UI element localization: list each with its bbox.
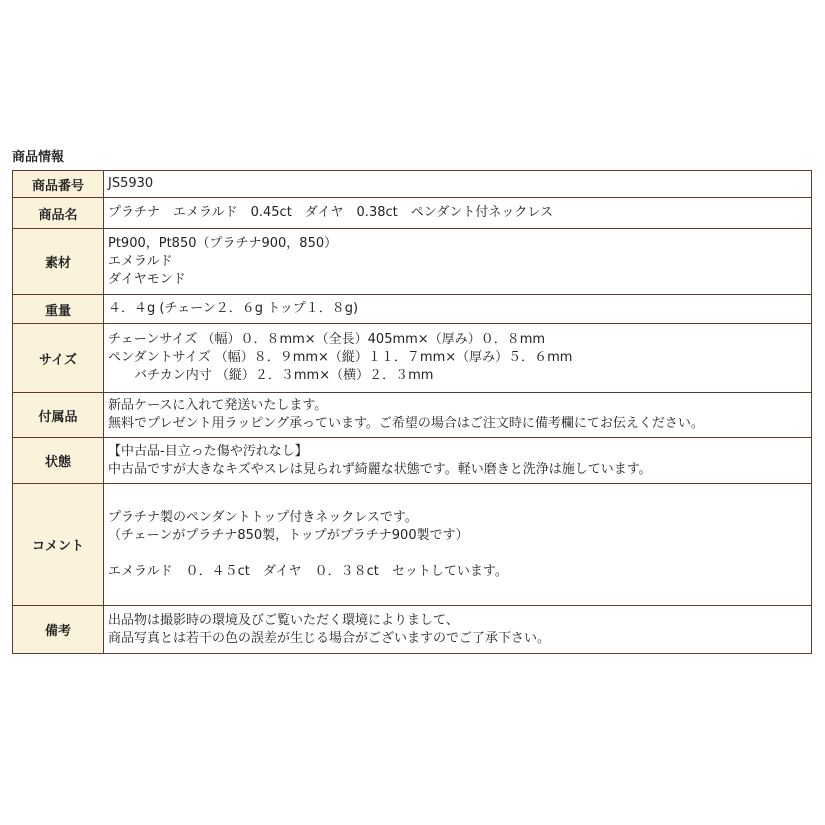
value-line	[108, 545, 807, 563]
label-accessories: 付属品	[13, 393, 104, 438]
value-line: （チェーンがプラチナ850製，トップがプラチナ900製です）	[108, 527, 469, 543]
value-line: エメラルド	[108, 253, 173, 269]
label-size: サイズ	[13, 324, 104, 393]
value-material	[104, 229, 812, 295]
product-info-section	[12, 149, 812, 654]
label-product-name: 商品名	[13, 198, 104, 229]
row-product-number	[13, 171, 812, 198]
row-comment	[13, 484, 812, 606]
value-line: 出品物は撮影時の環境及びご覧いただく環境によりまして、	[108, 612, 459, 628]
value-line: 中古品ですが大きなキズやスレは見られず綺麗な状態です。軽い磨きと洗浄は施しています。	[108, 461, 652, 477]
value-line: バチカン内寸 （縦）２．３mm×（横）２．３mm	[108, 368, 434, 383]
label-product-number: 商品番号	[13, 171, 104, 198]
value-product-number	[104, 171, 812, 198]
value-product-name	[104, 198, 812, 229]
value-accessories	[104, 393, 812, 438]
row-material	[13, 229, 812, 295]
row-size	[13, 324, 812, 393]
value-comment	[104, 484, 812, 606]
value-size	[104, 324, 812, 393]
row-accessories	[13, 393, 812, 438]
value-condition	[104, 438, 812, 484]
value-line: ４．４g (チェーン２．６g トップ１．８g)	[108, 301, 359, 316]
label-material: 素材	[13, 229, 104, 295]
row-product-name	[13, 198, 812, 229]
value-line: チェーンサイズ （幅）０．８mm×（全長）405mm×（厚み）０．８mm	[108, 332, 546, 347]
value-line: 新品ケースに入れて発送いたします。	[108, 398, 328, 413]
label-notes: 備考	[13, 606, 104, 654]
value-line: ダイヤモンド	[108, 271, 186, 287]
label-comment: コメント	[13, 484, 104, 606]
value-line: プラチナ エメラルド 0.45ct ダイヤ 0.38ct ペンダント付ネックレス	[108, 205, 553, 220]
row-condition	[13, 438, 812, 484]
value-line: 【中古品-目立った傷や汚れなし】	[108, 443, 308, 459]
value-line: エメラルド ０．４５ct ダイヤ ０．３８ct セットしています。	[108, 563, 508, 579]
product-info-table	[12, 170, 812, 654]
value-line: ペンダントサイズ （幅）８．９mm×（縦）１１．７mm×（厚み）５．６mm	[108, 350, 573, 365]
label-weight: 重量	[13, 295, 104, 324]
value-line: 無料でプレゼント用ラッピング承っています。ご希望の場合はご注文時に備考欄にてお伝えください。	[108, 416, 704, 431]
value-line: プラチナ製のペンダントトップ付きネックレスです。	[108, 509, 418, 525]
row-weight	[13, 295, 812, 324]
value-line: Pt900，Pt850（プラチナ900，850）	[108, 235, 338, 251]
value-weight	[104, 295, 812, 324]
value-line: JS5930	[108, 176, 154, 191]
value-notes	[104, 606, 812, 654]
label-condition: 状態	[13, 438, 104, 484]
row-notes	[13, 606, 812, 654]
section-title: 商品情報	[12, 150, 65, 165]
value-line: 商品写真とは若干の色の誤差が生じる場合がございますのでご了承下さい。	[108, 630, 551, 646]
